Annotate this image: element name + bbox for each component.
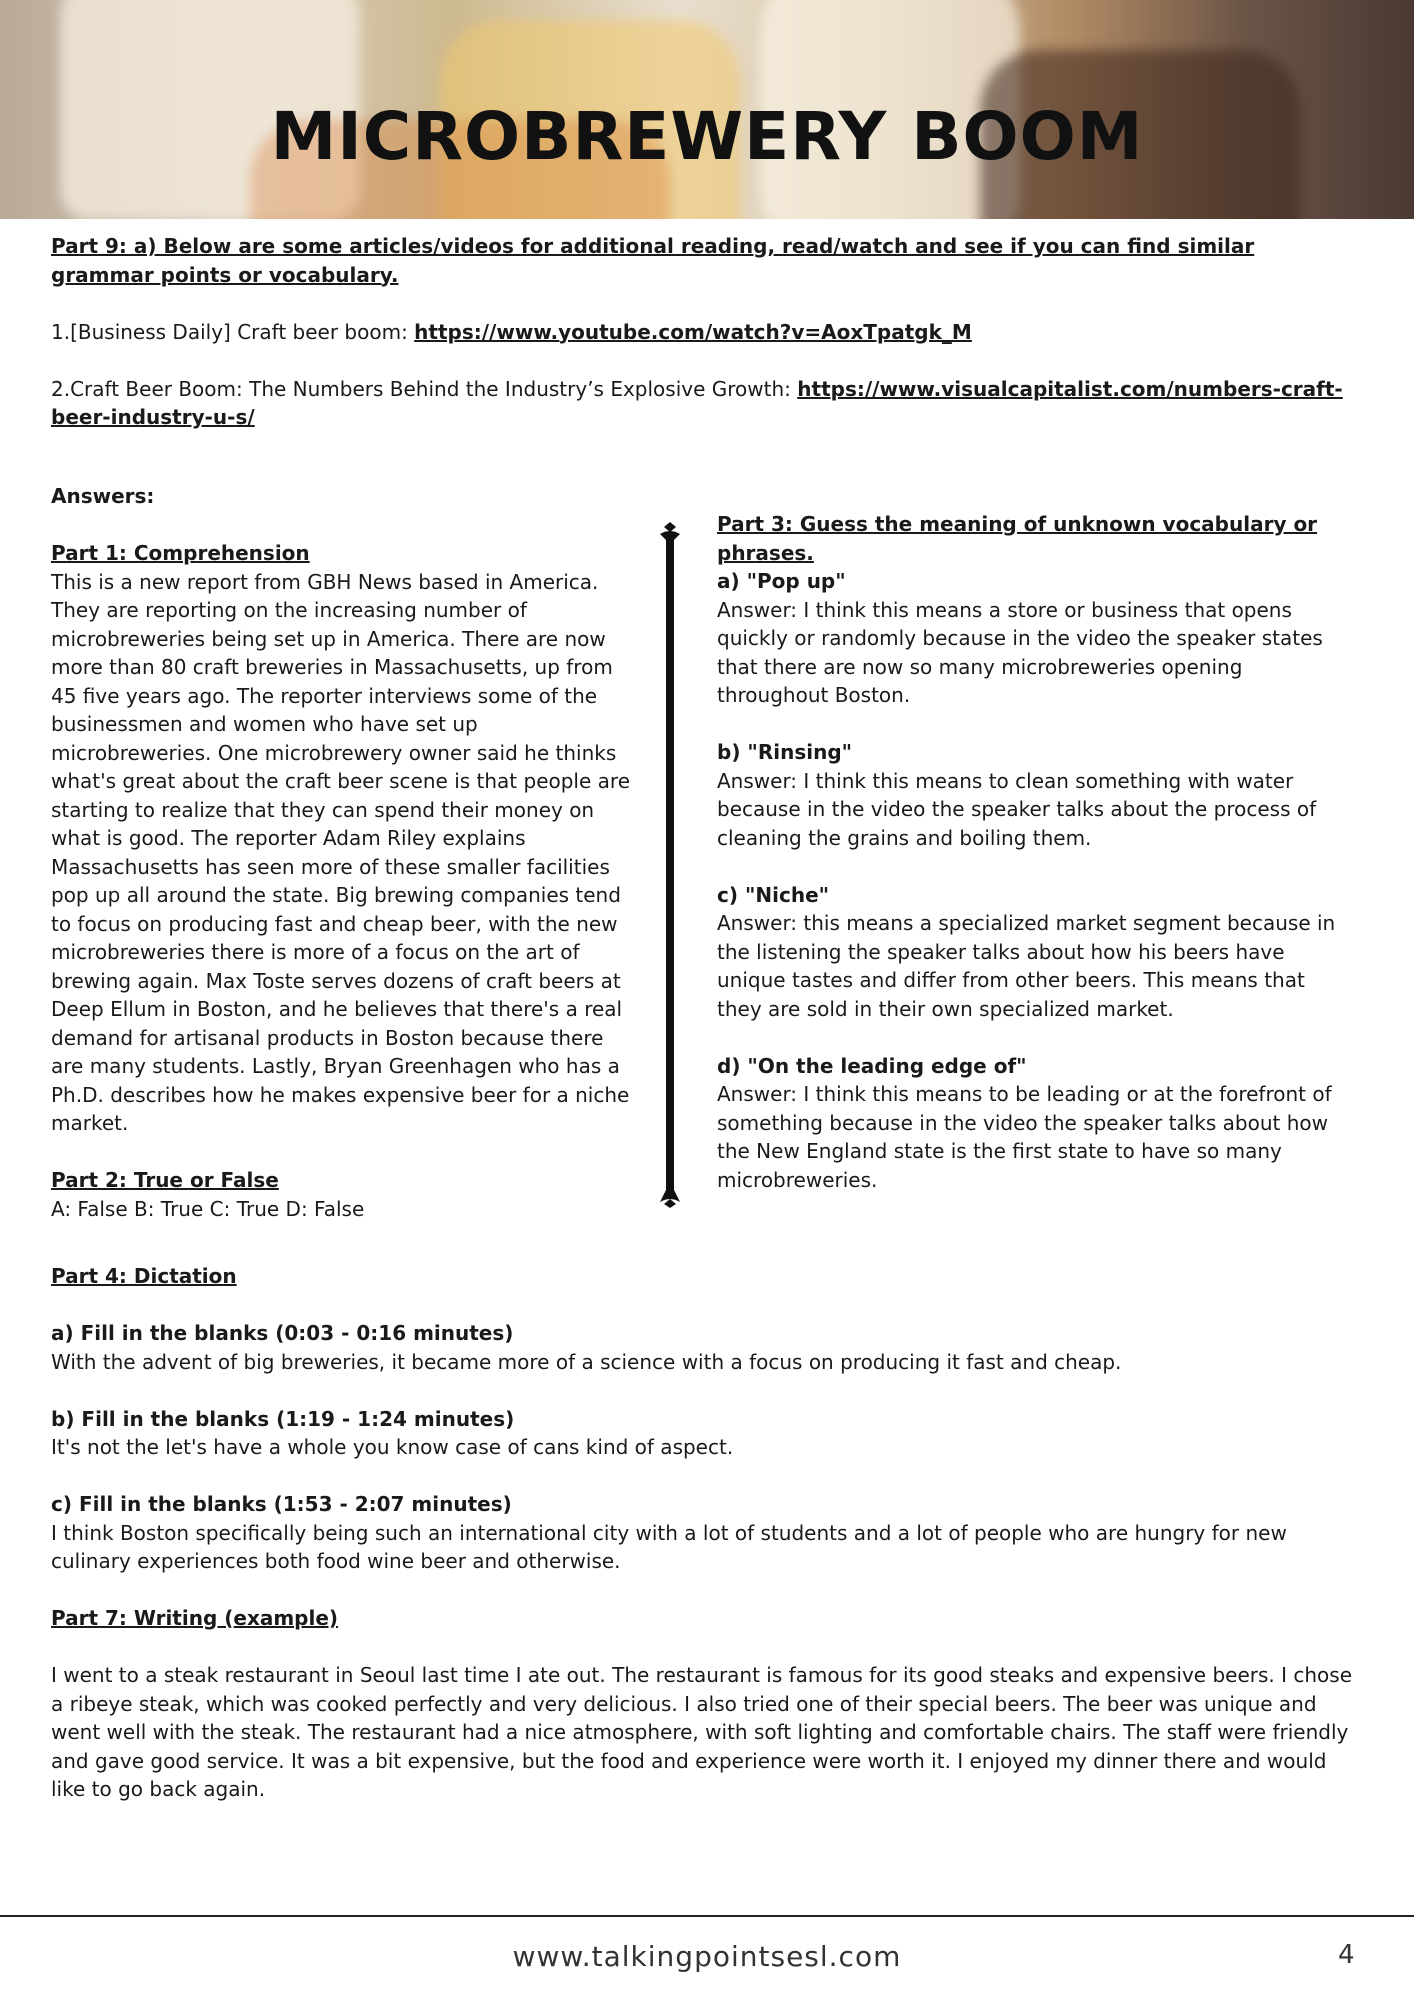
- part9-item-1-text: 1.[Business Daily] Craft beer boom:: [51, 319, 415, 344]
- dictation-label: c) Fill in the blanks (1:53 - 2:07 minutes): [51, 1492, 512, 1516]
- dictation-label: b) Fill in the blanks (1:19 - 1:24 minutes): [51, 1406, 515, 1431]
- answers-heading-block: [51, 482, 611, 511]
- page-title: MICROBREWERY BOOM: [270, 98, 1144, 175]
- bottom-section: [51, 1262, 1361, 1804]
- dictation-text: It's not the let's have a whole you know case of cans kind of aspect.: [51, 1435, 734, 1459]
- part1-body: This is a new report from GBH News based in America. They are reporting on the increasing number of microbreweries being set up in America. There are now more than 80 craft breweries in Massachusetts, up from 45 five years ago. The reporter interviews some of the businessmen and women who have set up microbreweries. One microbrewery owner said he thinks what's great about the craft beer scene is that people are starting to realize that they can spend their money on what is good. The reporter Adam Riley explains Massachusetts has seen more of these smaller facilities pop up all around the state. Big brewing companies tend to focus on producing fast and cheap beer, with the new microbreweries there is more of a focus on the art of brewing again. Max Toste serves dozens of craft beers at Deep Ellum in Boston, and he believes that there's a real demand for artisanal products in Boston because there are many students. Lastly, Bryan Greenhagen who has a Ph.D. describes how he makes expensive beer for a niche market.: [51, 569, 630, 1135]
- part2-heading: Part 2: True or False: [51, 1168, 279, 1192]
- visualcapitalist-link[interactable]: https://www.visualcapitalist.com/numbers-craft-beer-industry-u-s/: [51, 376, 1343, 429]
- answers-label: Answers:: [51, 484, 155, 508]
- part3-heading: Part 3: Guess the meaning of unknown vocabulary or phrases.: [717, 512, 1318, 565]
- footer-website[interactable]: www.talkingpointsesl.com: [512, 1940, 902, 1973]
- dictation-text: I think Boston specifically being such an international city with a lot of students and a lot of people who are hungry for new culinary experiences both food wine beer and otherwise.: [51, 1520, 1287, 1573]
- youtube-link[interactable]: https://www.youtube.com/watch?v=AoxTpatgk_M: [414, 319, 972, 344]
- dictation-label: a) Fill in the blanks (0:03 - 0:16 minutes): [51, 1321, 514, 1345]
- dictation-text: With the advent of big breweries, it became more of a science with a focus on producing it fast and cheap.: [51, 1349, 1122, 1374]
- footer-divider: [0, 1915, 1414, 1917]
- right-column: [717, 510, 1347, 1194]
- vocab-term: d) "On the leading edge of": [717, 1053, 1027, 1078]
- vocab-term: c) "Niche": [717, 882, 830, 907]
- part9-item-2: [51, 375, 1361, 432]
- part7-body: I went to a steak restaurant in Seoul last time I ate out. The restaurant is famous for its good steaks and expensive beers. I chose a ribeye steak, which was cooked perfectly and very delicious. I also tried one of their special beers. The beer was unique and went well with the steak. The restaurant had a nice atmosphere, with soft lighting and comfortable chairs. The staff were friendly and gave good service. It was a bit expensive, but the food and experience were worth it. I enjoyed my dinner there and would like to go back again.: [51, 1663, 1353, 1801]
- part9-heading: Part 9: a) Below are some articles/videos for additional reading, read/watch and see if you can find similar grammar points or vocabulary.: [51, 234, 1255, 287]
- page-number: 4: [1338, 1940, 1355, 1970]
- part1-heading: Part 1: Comprehension: [51, 541, 310, 565]
- vocab-answer: Answer: this means a specialized market segment because in the listening the speaker talks about how his beers have unique tastes and differ from other beers. This means that they are sold in their own specialized market.: [717, 911, 1336, 1021]
- part2-answers: A: False B: True C: True D: False: [51, 1196, 365, 1221]
- part7-heading: Part 7: Writing (example): [51, 1606, 339, 1630]
- vocab-answer: Answer: I think this means to be leading or at the forefront of something because in the video the speaker talks about how the New England state is the first state to have so many microbreweries.: [717, 1082, 1332, 1192]
- part9-item-2-text: 2.Craft Beer Boom: The Numbers Behind the Industry’s Explosive Growth:: [51, 376, 798, 401]
- vocab-answer: Answer: I think this means a store or business that opens quickly or randomly because in the video the speaker states that there are now so many microbreweries opening throughout Boston.: [717, 597, 1323, 707]
- part9-item-1: [51, 318, 1361, 347]
- vocab-answer: Answer: I think this means to clean something with water because in the video the speaker talks about the process of cleaning the grains and boiling them.: [717, 768, 1317, 850]
- part4-heading: Part 4: Dictation: [51, 1264, 237, 1288]
- part9-section: [51, 232, 1361, 432]
- left-column: [51, 539, 631, 1223]
- vocab-term: b) "Rinsing": [717, 740, 853, 764]
- header-banner: [0, 0, 1414, 219]
- column-divider: [660, 522, 680, 1208]
- vocab-term: a) "Pop up": [717, 569, 846, 593]
